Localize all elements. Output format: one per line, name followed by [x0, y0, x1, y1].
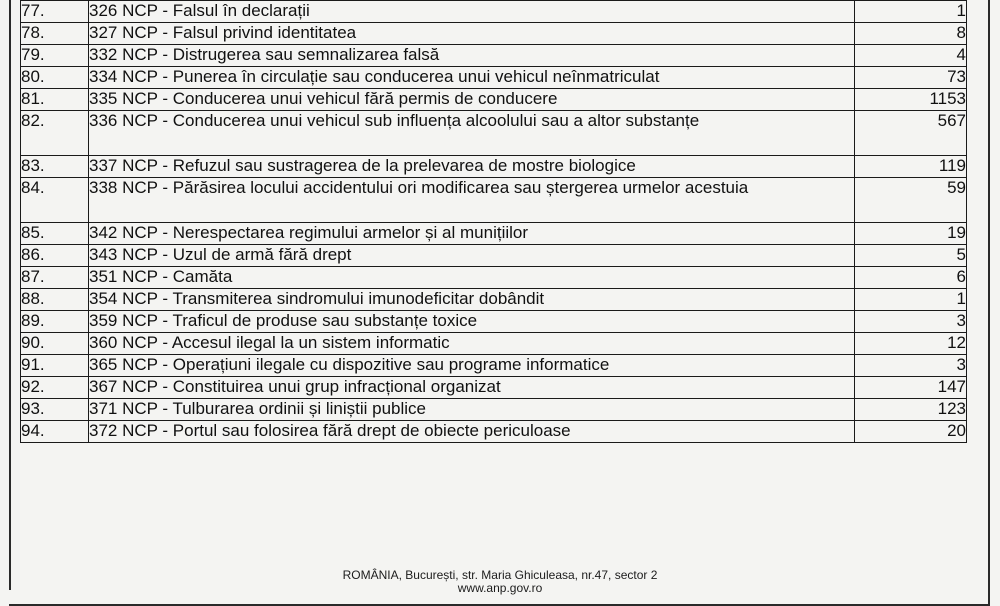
- offence-description: 359 NCP - Traficul de produse sau substanțe toxice: [89, 311, 855, 333]
- offence-description: 337 NCP - Refuzul sau sustragerea de la prelevarea de mostre biologice: [89, 156, 855, 178]
- table-row: [21, 289, 967, 311]
- offence-description: 336 NCP - Conducerea unui vehicul sub influența alcoolului sau a altor substanțe: [89, 111, 855, 156]
- row-number: 78.: [21, 23, 89, 45]
- row-number: 83.: [21, 156, 89, 178]
- offence-description: 327 NCP - Falsul privind identitatea: [89, 23, 855, 45]
- row-number: 81.: [21, 89, 89, 111]
- offence-description: 360 NCP - Accesul ilegal la un sistem informatic: [89, 333, 855, 355]
- row-number: 91.: [21, 355, 89, 377]
- offence-count: 73: [855, 67, 967, 89]
- offence-count: 3: [855, 355, 967, 377]
- table-row: [21, 399, 967, 421]
- row-number: 84.: [21, 178, 89, 223]
- row-number: 82.: [21, 111, 89, 156]
- offence-count: 147: [855, 377, 967, 399]
- table-row: [21, 245, 967, 267]
- offence-description: 342 NCP - Nerespectarea regimului armelor și al munițiilor: [89, 223, 855, 245]
- page-border-right: [988, 0, 990, 606]
- offence-description: 335 NCP - Conducerea unui vehicul fără permis de conducere: [89, 89, 855, 111]
- offence-description: 338 NCP - Părăsirea locului accidentului ori modificarea sau ștergerea urmelor acestuia: [89, 178, 855, 223]
- table-row: [21, 355, 967, 377]
- offences-table: [20, 0, 967, 443]
- offence-count: 59: [855, 178, 967, 223]
- offence-count: 3: [855, 311, 967, 333]
- table-row: [21, 267, 967, 289]
- table-body: [21, 1, 967, 443]
- offence-description: 351 NCP - Camăta: [89, 267, 855, 289]
- table-row: [21, 333, 967, 355]
- row-number: 77.: [21, 1, 89, 23]
- offence-description: 332 NCP - Distrugerea sau semnalizarea falsă: [89, 45, 855, 67]
- page-border-left: [9, 0, 11, 590]
- row-number: 79.: [21, 45, 89, 67]
- offence-count: 1153: [855, 89, 967, 111]
- offence-count: 19: [855, 223, 967, 245]
- offence-description: 371 NCP - Tulburarea ordinii și liniștii publice: [89, 399, 855, 421]
- offence-count: 567: [855, 111, 967, 156]
- offence-count: 4: [855, 45, 967, 67]
- offence-count: 1: [855, 1, 967, 23]
- table-row: [21, 156, 967, 178]
- offence-count: 12: [855, 333, 967, 355]
- row-number: 89.: [21, 311, 89, 333]
- row-number: 90.: [21, 333, 89, 355]
- offence-description: 334 NCP - Punerea în circulație sau conducerea unui vehicul neînmatriculat: [89, 67, 855, 89]
- page-footer: [0, 569, 1000, 595]
- row-number: 86.: [21, 245, 89, 267]
- footer-website: www.anp.gov.ro: [457, 581, 543, 595]
- table-row: [21, 223, 967, 245]
- table-row: [21, 67, 967, 89]
- row-number: 88.: [21, 289, 89, 311]
- row-number: 94.: [21, 421, 89, 443]
- offence-count: 20: [855, 421, 967, 443]
- row-number: 93.: [21, 399, 89, 421]
- offence-description: 354 NCP - Transmiterea sindromului imunodeficitar dobândit: [89, 289, 855, 311]
- offence-description: 367 NCP - Constituirea unui grup infracțional organizat: [89, 377, 855, 399]
- offence-count: 5: [855, 245, 967, 267]
- row-number: 80.: [21, 67, 89, 89]
- offence-description: 372 NCP - Portul sau folosirea fără drept de obiecte periculoase: [89, 421, 855, 443]
- table-row: [21, 1, 967, 23]
- offence-count: 123: [855, 399, 967, 421]
- offence-description: 326 NCP - Falsul în declarații: [89, 1, 855, 23]
- offence-description: 343 NCP - Uzul de armă fără drept: [89, 245, 855, 267]
- table-row: [21, 111, 967, 156]
- table-row: [21, 45, 967, 67]
- offence-count: 1: [855, 289, 967, 311]
- table-row: [21, 421, 967, 443]
- table-row: [21, 89, 967, 111]
- row-number: 87.: [21, 267, 89, 289]
- offence-count: 6: [855, 267, 967, 289]
- row-number: 85.: [21, 223, 89, 245]
- row-number: 92.: [21, 377, 89, 399]
- table-row: [21, 377, 967, 399]
- offence-description: 365 NCP - Operațiuni ilegale cu dispozitive sau programe informatice: [89, 355, 855, 377]
- table-row: [21, 178, 967, 223]
- footer-address: ROMÂNIA, București, str. Maria Ghiculeasa, nr.47, sector 2: [342, 568, 658, 582]
- table-row: [21, 311, 967, 333]
- offence-count: 119: [855, 156, 967, 178]
- offence-count: 8: [855, 23, 967, 45]
- table-row: [21, 23, 967, 45]
